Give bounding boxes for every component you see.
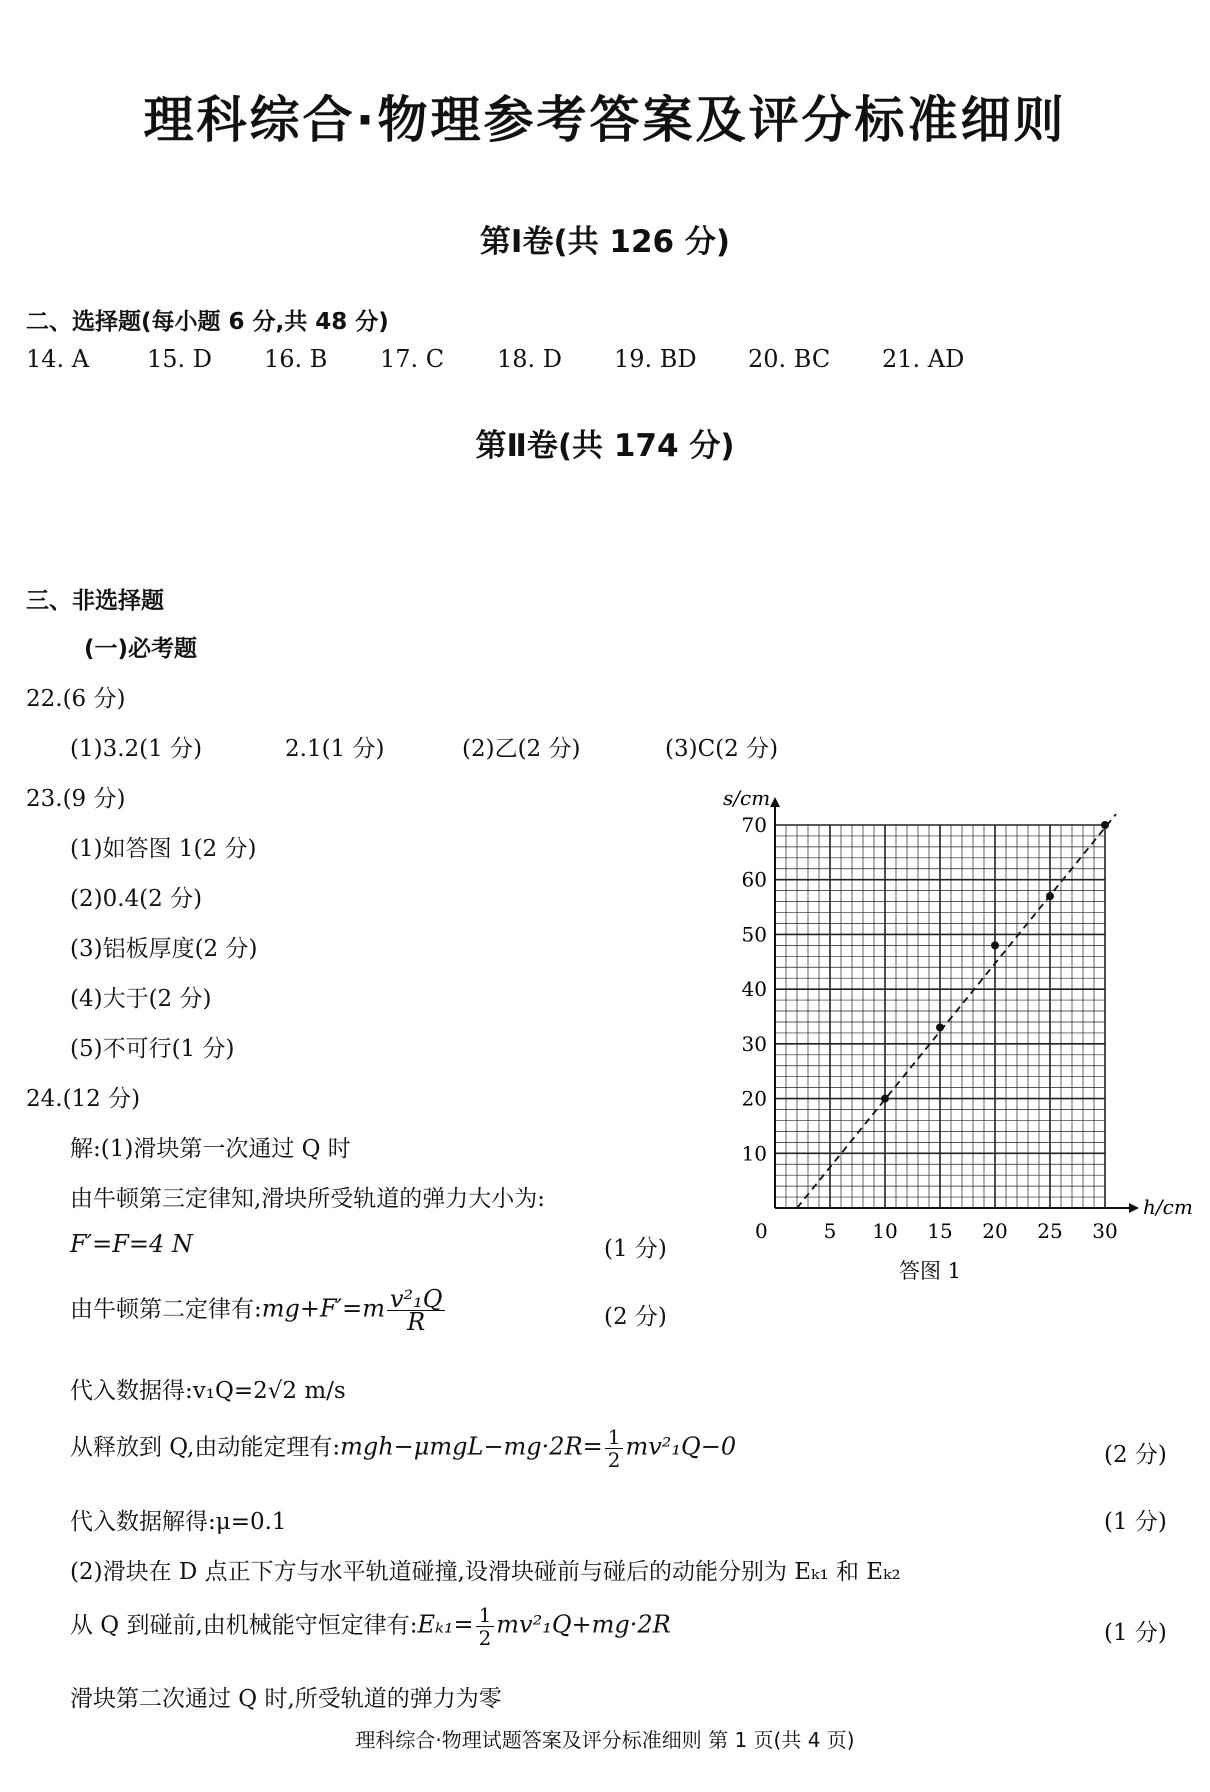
chart-point <box>991 941 999 949</box>
chart-y-axis-label: s/cm <box>723 786 771 810</box>
chart-origin-label: 0 <box>755 1219 768 1243</box>
q24-energy-fraction <box>605 1426 624 1471</box>
y-tick-label: 40 <box>741 977 767 1002</box>
q24-line-newton2 <box>70 1285 447 1336</box>
chart-grid-major <box>775 825 1105 1208</box>
x-tick-label: 15 <box>927 1219 953 1243</box>
q23-line-5: (5)不可行(1 分) <box>70 1036 235 1062</box>
x-tick-label: 10 <box>872 1219 898 1243</box>
q24-newton2-num: v²₁Q <box>387 1288 445 1311</box>
page-footer: 理科综合·物理试题答案及评分标准细则 第 1 页(共 4 页) <box>355 1728 855 1752</box>
q24-conservation-eq-a: Eₖ₁= <box>417 1610 474 1639</box>
x-tick-label: 25 <box>1037 1219 1063 1243</box>
q23-line-1: (1)如答图 1(2 分) <box>70 836 257 862</box>
answer-17: 17. C <box>380 345 445 373</box>
q24-score-1: (1 分) <box>604 1236 667 1262</box>
q24-label: 24.(12 分) <box>26 1086 141 1112</box>
answer-21: 21. AD <box>882 345 965 373</box>
answer-14: 14. A <box>26 345 90 373</box>
q24-conservation-eq-b: mv²₁Q+mg·2R <box>496 1610 671 1639</box>
q22-answer-1: (1)3.2(1 分) <box>70 736 203 762</box>
answer-16: 16. B <box>264 345 328 373</box>
x-tick-label: 20 <box>982 1219 1008 1243</box>
y-tick-label: 60 <box>741 867 767 892</box>
chart-axes <box>770 797 1139 1213</box>
x-tick-label: 30 <box>1092 1219 1118 1243</box>
part2-heading: 第Ⅱ卷(共 174 分) <box>475 428 735 464</box>
q23-label: 23.(9 分) <box>26 786 126 812</box>
q24-newton2-fraction <box>387 1285 445 1336</box>
q24-energy-num: 1 <box>605 1426 624 1449</box>
q24-line-conservation <box>70 1604 671 1649</box>
q22-answer-4: (3)C(2 分) <box>665 736 779 762</box>
chart-point <box>1101 821 1109 829</box>
q23-line-3: (3)铝板厚度(2 分) <box>70 936 258 962</box>
q24-line-velocity: 代入数据得:v₁Q=2√2 m/s <box>70 1378 346 1404</box>
choice-section-heading: 二、选择题(每小题 6 分,共 48 分) <box>26 309 389 335</box>
q23-line-2: (2)0.4(2 分) <box>70 886 203 912</box>
q24-newton2-eq: mg+F′=m <box>261 1294 385 1323</box>
nonchoice-section-heading: 三、非选择题 <box>26 588 164 614</box>
q22-answer-2: 2.1(1 分) <box>285 736 385 762</box>
q24-line-second-pass: 滑块第二次通过 Q 时,所受轨道的弹力为零 <box>70 1686 502 1712</box>
q24-score-5: (1 分) <box>1104 1620 1167 1646</box>
q24-energy-eq-b: mv²₁Q−0 <box>625 1432 737 1461</box>
q24-line-2: 由牛顿第三定律知,滑块所受轨道的弹力大小为: <box>70 1186 546 1212</box>
x-axis-arrow <box>1129 1203 1139 1213</box>
chart-title: 答图 1 <box>898 1259 962 1283</box>
y-tick-label: 20 <box>741 1086 767 1111</box>
q24-line-energy-theorem <box>70 1426 736 1471</box>
chart-point <box>1046 892 1054 900</box>
x-tick-label: 5 <box>823 1219 837 1243</box>
answer-figure-1-chart <box>700 785 1200 1285</box>
q24-energy-prefix: 从释放到 Q,由动能定理有: <box>70 1434 341 1461</box>
q22-label: 22.(6 分) <box>26 686 126 712</box>
part1-heading: 第Ⅰ卷(共 126 分) <box>479 224 731 260</box>
q22-answer-3: (2)乙(2 分) <box>462 736 581 762</box>
q24-line-mu: 代入数据解得:μ=0.1 <box>70 1509 287 1535</box>
page-title: 理科综合·物理参考答案及评分标准细则 <box>143 91 1067 149</box>
chart-point <box>881 1095 889 1103</box>
q24-eq-force: F′=F=4 N <box>70 1230 193 1258</box>
q24-newton2-prefix: 由牛顿第二定律有: <box>70 1296 262 1323</box>
q24-conservation-prefix: 从 Q 到碰前,由机械能守恒定律有: <box>70 1612 418 1639</box>
answer-15: 15. D <box>147 345 213 373</box>
y-tick-label: 10 <box>741 1141 767 1166</box>
y-tick-label: 50 <box>741 922 767 947</box>
answer-18: 18. D <box>497 345 563 373</box>
chart-x-axis-label: h/cm <box>1143 1195 1193 1219</box>
q24-conservation-fraction <box>476 1604 495 1649</box>
answer-19: 19. BD <box>614 345 697 373</box>
q24-score-2: (2 分) <box>604 1304 667 1330</box>
required-subsection-heading: (一)必考题 <box>84 636 198 662</box>
y-tick-label: 30 <box>741 1031 767 1056</box>
q24-energy-den: 2 <box>607 1448 621 1472</box>
q24-line-collision: (2)滑块在 D 点正下方与水平轨道碰撞,设滑块碰前与碰后的动能分别为 Eₖ₁ 和 Eₖ₂ <box>70 1559 901 1585</box>
chart-point <box>936 1023 944 1031</box>
y-tick-label: 70 <box>741 813 767 837</box>
q24-score-4: (1 分) <box>1104 1509 1167 1535</box>
y-axis-arrow <box>770 797 780 807</box>
q24-conservation-num: 1 <box>476 1604 495 1627</box>
answer-20: 20. BC <box>748 345 831 373</box>
q24-conservation-den: 2 <box>478 1626 492 1650</box>
q23-line-4: (4)大于(2 分) <box>70 986 212 1012</box>
q24-score-3: (2 分) <box>1104 1442 1167 1468</box>
q24-line-1: 解:(1)滑块第一次通过 Q 时 <box>70 1136 351 1162</box>
q24-energy-eq-a: mgh−μmgL−mg·2R= <box>340 1432 603 1461</box>
q24-newton2-den: R <box>407 1308 426 1336</box>
